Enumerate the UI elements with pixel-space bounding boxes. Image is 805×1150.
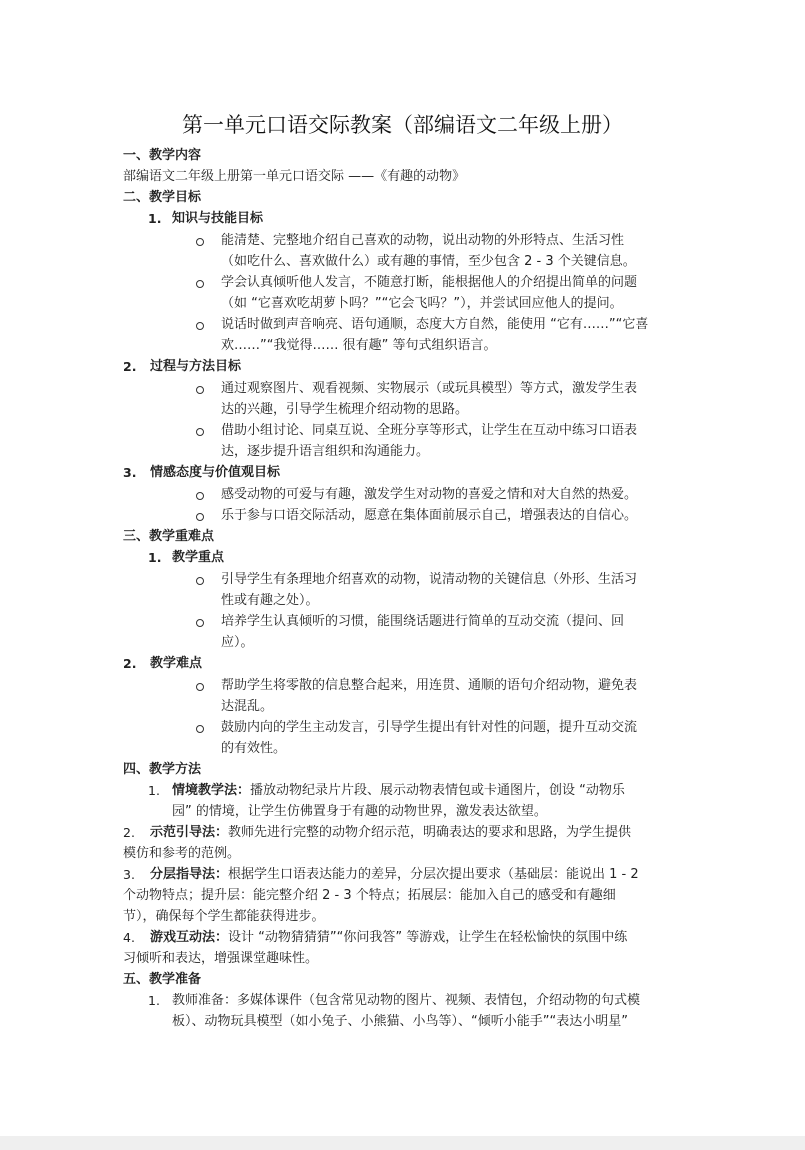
preparation-line: 教师准备：多媒体课件（包含常见动物的图片、视频、表情包，介绍动物的句式模 — [172, 993, 641, 1008]
method-label: 示范引导法： — [150, 825, 229, 840]
list-item-line: 能清楚、完整地介绍自己喜欢的动物，说出动物的外形特点、生活习性 — [221, 233, 625, 248]
list-item-line: （如吃什么、喜欢做什么）或有趣的事情，至少包含 2 - 3 个关键信息。 — [221, 254, 636, 269]
list-number: 3. — [123, 867, 135, 882]
subheading-process-methods: 过程与方法目标 — [150, 359, 242, 374]
method-label: 游戏互动法： — [150, 930, 229, 945]
method-line — [150, 928, 627, 948]
bullet-icon — [196, 492, 204, 500]
section-heading-preparation: 五、教学准备 — [123, 972, 202, 987]
method-label: 情境教学法： — [172, 783, 251, 798]
list-item-line: 乐于参与口语交际活动，愿意在集体面前展示自己，增强表达的自信心。 — [221, 508, 638, 523]
subheading-key-focus: 教学重点 — [172, 550, 225, 565]
list-item-line: 达，逐步提升语言组织和沟通能力。 — [221, 444, 430, 459]
section-heading-methods: 四、教学方法 — [123, 762, 202, 777]
method-line: 模仿和参考的范例。 — [123, 846, 241, 861]
list-number: 2. — [123, 825, 135, 840]
method-line: 节），确保每个学生都能获得进步。 — [123, 909, 325, 924]
section-heading-objectives: 二、教学目标 — [123, 190, 202, 205]
page-bottom-strip — [0, 1136, 805, 1150]
list-item-line: （如 “它喜欢吃胡萝卜吗？”“它会飞吗？”），并尝试回应他人的提问。 — [221, 296, 623, 311]
list-number: 4. — [123, 930, 135, 945]
list-number: 1. — [148, 993, 160, 1008]
list-item-line: 的有效性。 — [221, 741, 287, 756]
list-item-line: 说话时做到声音响亮、语句通顺，态度大方自然，能使用 “它有……”“它喜 — [221, 317, 649, 332]
list-item-line: 应）。 — [221, 635, 254, 650]
list-item-line: 通过观察图片、观看视频、实物展示（或玩具模型）等方式，激发学生表 — [221, 381, 638, 396]
method-text: 播放动物纪录片片段、展示动物表情包或卡通图片，创设 “动物乐 — [250, 783, 625, 798]
list-item-line: 达混乱。 — [221, 699, 274, 714]
method-line: 习倾听和表达，增强课堂趣味性。 — [123, 951, 319, 966]
list-item-line: 帮助学生将零散的信息整合起来，用连贯、通顺的语句介绍动物，避免表 — [221, 678, 638, 693]
bullet-icon — [196, 386, 204, 394]
method-line — [172, 781, 625, 801]
bullet-icon — [196, 280, 204, 288]
list-number: 2. — [123, 359, 137, 374]
list-item-line: 性或有趣之处）。 — [221, 593, 319, 608]
subheading-knowledge-skills: 知识与技能目标 — [172, 211, 264, 226]
list-number: 1. — [148, 211, 162, 226]
bullet-icon — [196, 683, 204, 691]
method-line: 个动物特点；提升层：能完整介绍 2 - 3 个特点；拓展层：能加入自己的感受和有趣细 — [123, 888, 616, 903]
section-heading-key-points: 三、教学重难点 — [123, 529, 215, 544]
list-item-line: 鼓励内向的学生主动发言，引导学生提出有针对性的问题，提升互动交流 — [221, 720, 638, 735]
method-text: 设计 “动物猜猜猜”“你问我答” 等游戏，让学生在轻松愉快的氛围中练 — [228, 930, 628, 945]
document-title: 第一单元口语交际教案（部编语文二年级上册） — [182, 113, 623, 137]
bullet-icon — [196, 428, 204, 436]
subheading-difficulties: 教学难点 — [150, 656, 203, 671]
list-item-line: 培养学生认真倾听的习惯，能围绕话题进行简单的互动交流（提问、回 — [221, 614, 625, 629]
subheading-attitude-values: 情感态度与价值观目标 — [150, 465, 281, 480]
list-item-line: 借助小组讨论、同桌互说、全班分享等形式，让学生在互动中练习口语表 — [221, 423, 638, 438]
method-line: 园” 的情境，让学生仿佛置身于有趣的动物世界，激发表达欲望。 — [172, 804, 547, 819]
method-text: 根据学生口语表达能力的差异，分层次提出要求（基础层：能说出 1 - 2 — [228, 867, 639, 882]
list-item-line: 学会认真倾听他人发言，不随意打断，能根据他人的介绍提出简单的问题 — [221, 275, 638, 290]
content-text: 部编语文二年级上册第一单元口语交际 ——《有趣的动物》 — [123, 169, 466, 184]
method-label: 分层指导法： — [150, 867, 229, 882]
bullet-icon — [196, 238, 204, 246]
bullet-icon — [196, 513, 204, 521]
bullet-icon — [196, 725, 204, 733]
list-number: 2. — [123, 656, 137, 671]
bullet-icon — [196, 577, 204, 585]
list-number: 3. — [123, 465, 137, 480]
list-item-line: 引导学生有条理地介绍喜欢的动物，说清动物的关键信息（外形、生活习 — [221, 572, 638, 587]
method-line — [150, 865, 639, 885]
preparation-line: 板）、动物玩具模型（如小兔子、小熊猫、小鸟等）、“倾听小能手”“表达小明星” — [172, 1014, 628, 1029]
method-line — [150, 823, 631, 843]
list-item-line: 感受动物的可爱与有趣，激发学生对动物的喜爱之情和对大自然的热爱。 — [221, 487, 638, 502]
list-item-line: 达的兴趣，引导学生梳理介绍动物的思路。 — [221, 402, 469, 417]
bullet-icon — [196, 322, 204, 330]
list-number: 1. — [148, 783, 160, 798]
bullet-icon — [196, 619, 204, 627]
method-text: 教师先进行完整的动物介绍示范，明确表达的要求和思路，为学生提供 — [228, 825, 632, 840]
list-item-line: 欢……”“我觉得…… 很有趣” 等句式组织语言。 — [221, 338, 497, 353]
list-number: 1. — [148, 550, 162, 565]
section-heading-content: 一、教学内容 — [123, 148, 202, 163]
